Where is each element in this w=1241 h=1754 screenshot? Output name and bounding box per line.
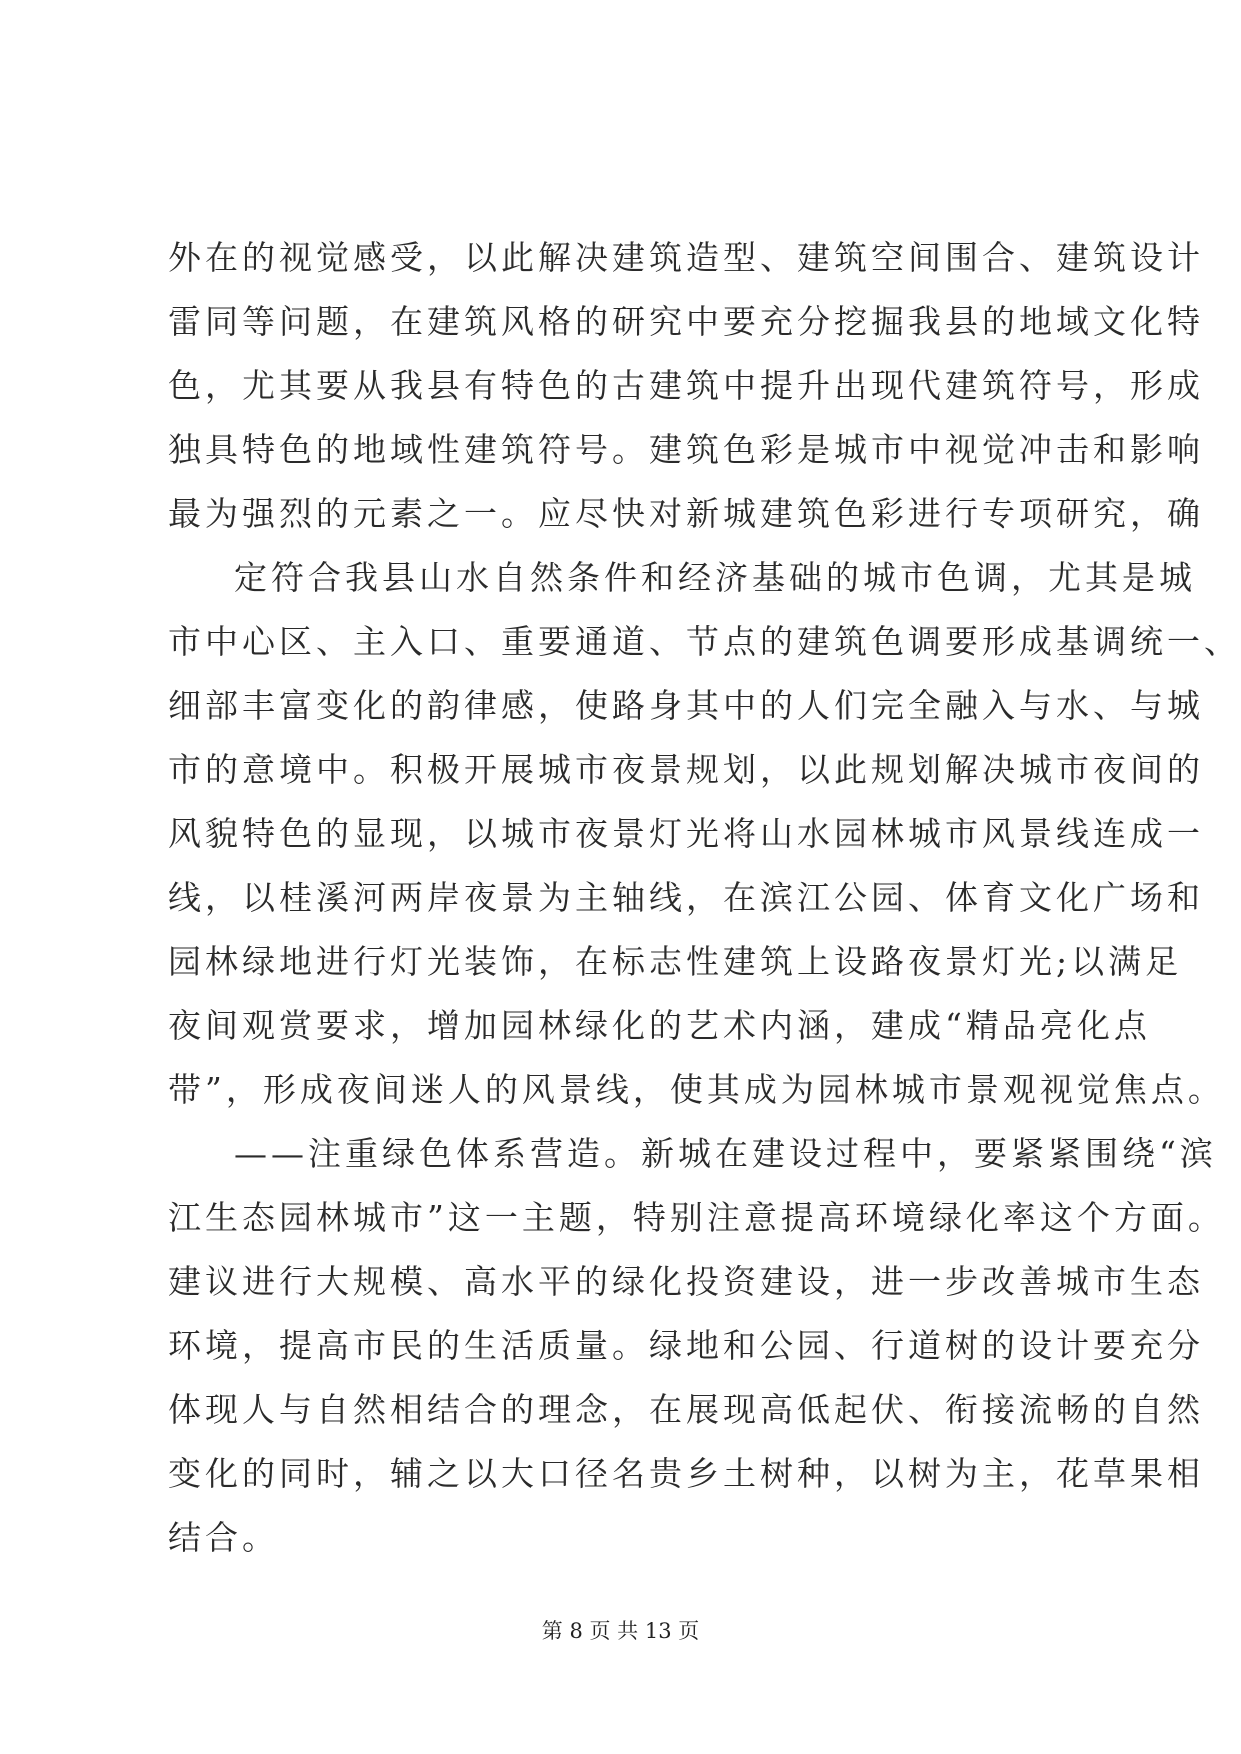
text-line: 外在的视觉感受，以此解决建筑造型、建筑空间围合、建筑设计 xyxy=(168,238,1204,277)
text-line: 环境，提高市民的生活质量。绿地和公园、行道树的设计要充分 xyxy=(168,1326,1204,1365)
body-text xyxy=(168,226,1241,1570)
page-number-footer: 第 8 页 共 13 页 xyxy=(541,1619,700,1643)
text-line: 园林绿地进行灯光装饰，在标志性建筑上设路夜景灯光;以满足 xyxy=(168,942,1183,981)
text-line: 带”，形成夜间迷人的风景线，使其成为园林城市景观视觉焦点。 xyxy=(168,1070,1225,1109)
text-line: 细部丰富变化的韵律感，使路身其中的人们完全融入与水、与城 xyxy=(168,686,1204,725)
text-line: 线，以桂溪河两岸夜景为主轴线，在滨江公园、体育文化广场和 xyxy=(168,878,1204,917)
text-line: 变化的同时，辅之以大口径名贵乡土树种，以树为主，花草果相 xyxy=(168,1454,1204,1493)
text-line: 雷同等问题，在建筑风格的研究中要充分挖掘我县的地域文化特 xyxy=(168,302,1204,341)
text-line: 建议进行大规模、高水平的绿化投资建设，进一步改善城市生态 xyxy=(168,1262,1204,1301)
text-line: 体现人与自然相结合的理念，在展现高低起伏、衔接流畅的自然 xyxy=(168,1390,1204,1429)
text-line: 市中心区、主入口、重要通道、节点的建筑色调要形成基调统一、 xyxy=(168,622,1241,661)
text-line: 独具特色的地域性建筑符号。建筑色彩是城市中视觉冲击和影响 xyxy=(168,430,1204,469)
text-line: 夜间观赏要求，增加园林绿化的艺术内涵，建成“精品亮化点 xyxy=(168,1006,1151,1045)
text-line: 色，尤其要从我县有特色的古建筑中提升出现代建筑符号，形成 xyxy=(168,366,1204,405)
text-line-indented: ——注重绿色体系营造。新城在建设过程中，要紧紧围绕“滨 xyxy=(234,1134,1217,1173)
text-line: 市的意境中。积极开展城市夜景规划，以此规划解决城市夜间的 xyxy=(168,750,1204,789)
text-line: 最为强烈的元素之一。应尽快对新城建筑色彩进行专项研究，确 xyxy=(168,494,1204,533)
text-line: 江生态园林城市”这一主题，特别注意提高环境绿化率这个方面。 xyxy=(168,1198,1225,1237)
text-line: 风貌特色的显现，以城市夜景灯光将山水园林城市风景线连成一 xyxy=(168,814,1204,853)
text-line-indented: 定符合我县山水自然条件和经济基础的城市色调，尤其是城 xyxy=(234,558,1196,597)
text-line: 结合。 xyxy=(168,1518,279,1557)
